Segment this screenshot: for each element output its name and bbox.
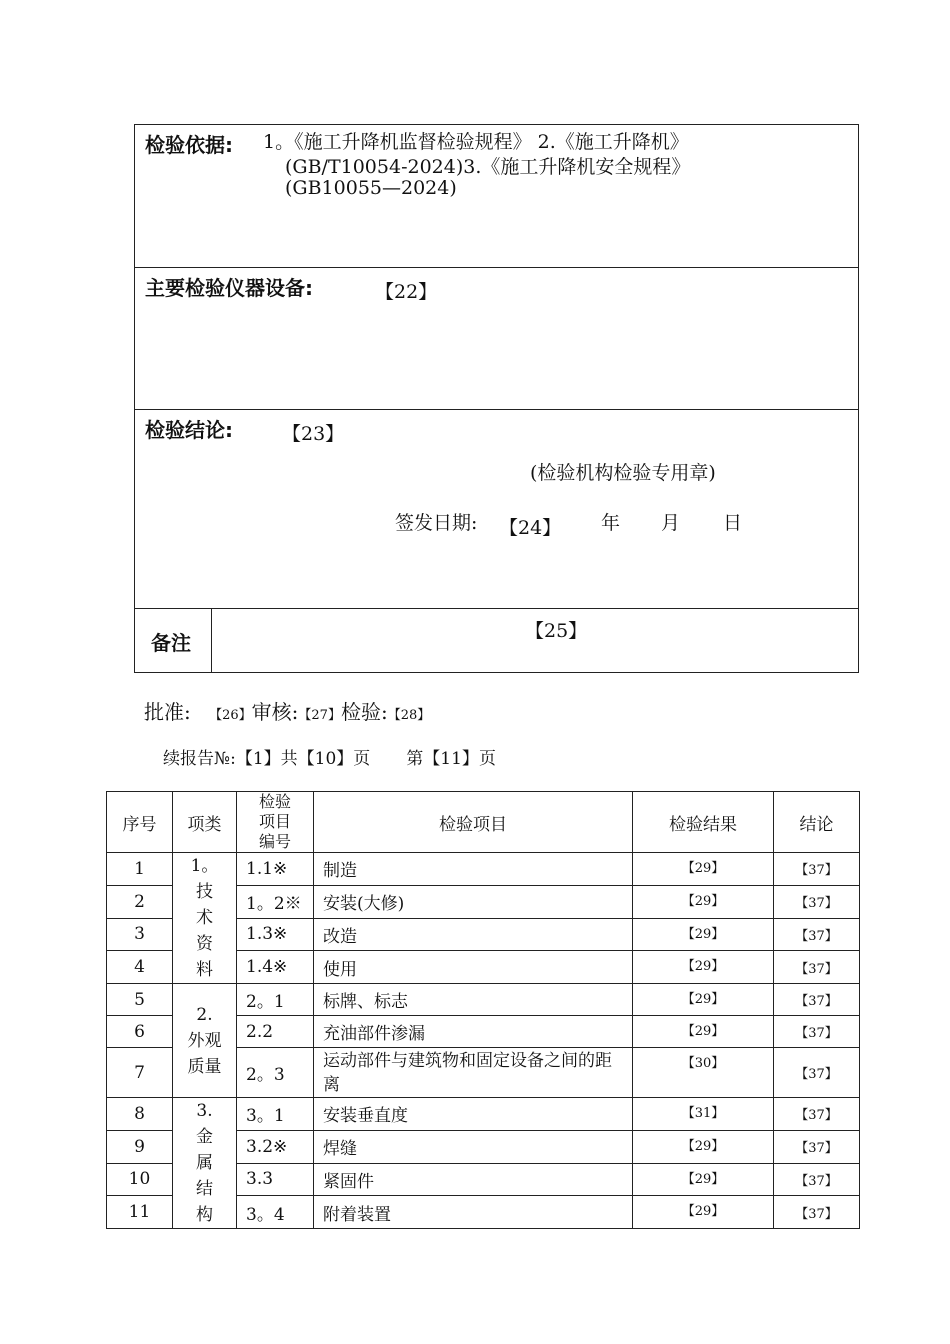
- conclusion-ref: 【23】: [282, 423, 345, 445]
- header-result: 检验结果: [633, 792, 774, 853]
- inspect-ref: 【28】: [387, 708, 431, 723]
- report-summary-table: [134, 124, 859, 673]
- issue-date-ref: 【24】: [499, 517, 562, 539]
- item-code: 2.2: [237, 1016, 314, 1048]
- continuation-line: [163, 744, 496, 769]
- item-code: 3。4: [237, 1196, 314, 1229]
- result-ref: 【29】: [633, 984, 774, 1016]
- category-cell: 3. 金 属 结 构: [173, 1098, 237, 1229]
- approval-line: [144, 696, 430, 725]
- remark-section: [135, 609, 858, 672]
- issue-date-label: 签发日期:: [395, 512, 478, 534]
- item-code: 3.2※: [237, 1130, 314, 1163]
- item-code: 2。1: [237, 984, 314, 1016]
- item-name: 使用: [314, 951, 633, 984]
- page-word-2: 页: [478, 749, 496, 769]
- item-name: 运动部件与建筑物和固定设备之间的距离: [314, 1048, 633, 1098]
- report-number-ref: 【1】: [235, 749, 281, 769]
- conclusion-ref: 【37】: [774, 1048, 860, 1098]
- equipment-ref: 【22】: [375, 281, 438, 303]
- page-word: 页: [353, 749, 371, 769]
- category-cell: 1。 技 术 资 料: [173, 853, 237, 984]
- table-header-row: [107, 792, 860, 853]
- result-ref: 【29】: [633, 1130, 774, 1163]
- result-ref: 【31】: [633, 1098, 774, 1131]
- item-name: 紧固件: [314, 1163, 633, 1196]
- equipment-label: 主要检验仪器设备:: [145, 276, 313, 300]
- conclusion-ref: 【37】: [774, 951, 860, 984]
- conclusion-ref: 【37】: [774, 918, 860, 951]
- row-number: 3: [107, 918, 173, 951]
- total-label: 共: [280, 749, 298, 769]
- result-ref: 【29】: [633, 951, 774, 984]
- row-number: 6: [107, 1016, 173, 1048]
- conclusion-ref: 【37】: [774, 1130, 860, 1163]
- inspection-items-table: [106, 791, 860, 1229]
- item-name: 充油部件渗漏: [314, 1016, 633, 1048]
- conclusion-ref: 【37】: [774, 1098, 860, 1131]
- header-item: 检验项目: [314, 792, 633, 853]
- item-name: 焊缝: [314, 1130, 633, 1163]
- approve-label: 批准:: [144, 700, 191, 724]
- remark-divider: [211, 609, 212, 672]
- row-number: 8: [107, 1098, 173, 1131]
- month-label: 月: [661, 512, 681, 534]
- conclusion-ref: 【37】: [774, 984, 860, 1016]
- remark-ref: 【25】: [525, 620, 588, 642]
- page-number-ref: 【11】: [423, 749, 479, 769]
- review-ref: 【27】: [298, 708, 341, 723]
- row-number: 10: [107, 1163, 173, 1196]
- seal-text: (检验机构检验专用章): [530, 462, 716, 484]
- header-conclusion: 结论: [774, 792, 860, 853]
- table-row: [107, 853, 860, 886]
- inspect-label: 检验:: [340, 700, 388, 724]
- item-code: 1.1※: [237, 853, 314, 886]
- item-name: 附着装置: [314, 1196, 633, 1229]
- result-ref: 【30】: [633, 1048, 774, 1098]
- table-row: [107, 984, 860, 1016]
- item-code: 1.3※: [237, 918, 314, 951]
- review-label: 审核:: [251, 700, 299, 724]
- header-seq: 序号: [107, 792, 173, 853]
- category-cell: 2. 外观 质量: [173, 984, 237, 1098]
- result-ref: 【29】: [633, 1016, 774, 1048]
- conclusion-ref: 【37】: [774, 853, 860, 886]
- conclusion-section: [135, 410, 858, 609]
- equipment-section: [135, 268, 858, 410]
- inspection-basis-label: 检验依据:: [145, 133, 233, 157]
- item-code: 1.4※: [237, 951, 314, 984]
- total-pages-ref: 【10】: [297, 749, 354, 769]
- conclusion-ref: 【37】: [774, 1196, 860, 1229]
- inspection-basis-section: [135, 125, 858, 268]
- row-number: 4: [107, 951, 173, 984]
- result-ref: 【29】: [633, 853, 774, 886]
- item-name: 安装(大修): [314, 885, 633, 918]
- item-code: 1。2※: [237, 885, 314, 918]
- conclusion-ref: 【37】: [774, 885, 860, 918]
- remark-label: 备注: [151, 631, 191, 655]
- header-item-code: 检验 项目 编号: [237, 792, 314, 853]
- conclusion-ref: 【37】: [774, 1016, 860, 1048]
- item-code: 3。1: [237, 1098, 314, 1131]
- row-number: 9: [107, 1130, 173, 1163]
- item-name: 安装垂直度: [314, 1098, 633, 1131]
- year-label: 年: [601, 512, 621, 534]
- item-name: 改造: [314, 918, 633, 951]
- table-row: [107, 1098, 860, 1131]
- item-code: 2。3: [237, 1048, 314, 1098]
- header-category: 项类: [173, 792, 237, 853]
- inspection-basis-line-2: (GB/T10054-2024)3.《施工升降机安全规程》: [285, 156, 691, 178]
- row-number: 5: [107, 984, 173, 1016]
- continuation-prefix: 续报告№:: [163, 749, 236, 769]
- result-ref: 【29】: [633, 1196, 774, 1229]
- row-number: 11: [107, 1196, 173, 1229]
- item-name: 标牌、标志: [314, 984, 633, 1016]
- row-number: 7: [107, 1048, 173, 1098]
- row-number: 1: [107, 853, 173, 886]
- result-ref: 【29】: [633, 1163, 774, 1196]
- item-code: 3.3: [237, 1163, 314, 1196]
- approve-ref: 【26】: [209, 708, 252, 723]
- row-number: 2: [107, 885, 173, 918]
- conclusion-label: 检验结论:: [145, 418, 233, 442]
- result-ref: 【29】: [633, 885, 774, 918]
- conclusion-ref: 【37】: [774, 1163, 860, 1196]
- item-name: 制造: [314, 853, 633, 886]
- inspection-basis-line-1: 1。《施工升降机监督检验规程》 2.《施工升降机》: [263, 131, 689, 153]
- inspection-basis-line-3: (GB10055—2024): [285, 177, 457, 199]
- page-number-label: 第: [406, 749, 424, 769]
- result-ref: 【29】: [633, 918, 774, 951]
- day-label: 日: [723, 512, 743, 534]
